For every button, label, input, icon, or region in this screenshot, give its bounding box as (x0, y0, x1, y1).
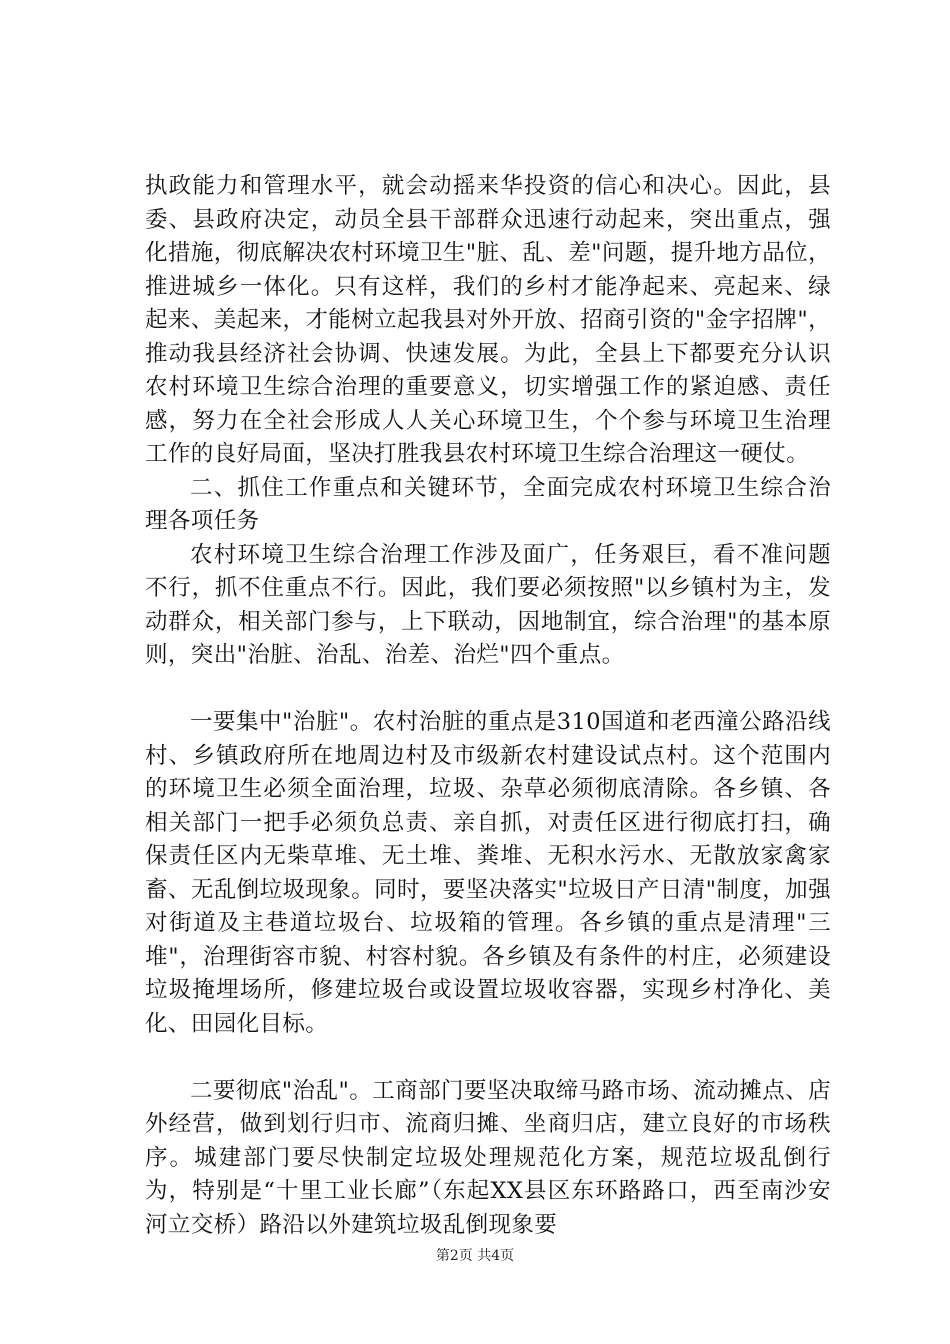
paragraph-2-section-heading: 二、抓住工作重点和关键环节，全面完成农村环境卫生综合治理各项任务 (145, 474, 831, 534)
body-text (145, 170, 831, 1242)
paragraph-3: 农村环境卫生综合治理工作涉及面广，任务艰巨，看不准问题不行，抓不住重点不行。因此，我们要必须按照"以乡镇村为主，发动群众，相关部门参与，上下联动，因地制宜，综合治理"的基本原则，突出"治脏、治乱、治差、治烂"四个重点。 (145, 541, 831, 668)
paragraph-5: 二要彻底"治乱"。工商部门要坚决取缔马路市场、流动摊点、店外经营，做到划行归市、流商归摊、坐商归店，建立良好的市场秩序。城建部门要尽快制定垃圾处理规范化方案，规范垃圾乱倒行为，特别是“十里工业长廊”（东起XX县区东环路路口，西至南沙安河立交桥）路沿以外建筑垃圾乱倒现象要 (145, 1077, 831, 1238)
page-number-footer: 第2页 共4页 (435, 1248, 515, 1264)
paragraph-1: 执政能力和管理水平，就会动摇来华投资的信心和决心。因此，县委、县政府决定，动员全县干部群众迅速行动起来，突出重点，强化措施，彻底解决农村环境卫生"脏、乱、差"问题，提升地方品位，推进城乡一体化。只有这样，我们的乡村才能净起来、亮起来、绿起来、美起来，才能树立起我县对外开放、招商引资的"金字招牌"，推动我县经济社会协调、快速发展。为此，全县上下都要充分认识农村环境卫生综合治理的重要意义，切实增强工作的紧迫感、责任感，努力在全社会形成人人关心环境卫生，个个参与环境卫生治理工作的良好局面，坚决打胜我县农村环境卫生综合治理这一硬仗。 (145, 173, 831, 467)
paragraph-4: 一要集中"治脏"。农村治脏的重点是310国道和老西潼公路沿线村、乡镇政府所在地周边村及市级新农村建设试点村。这个范围内的环境卫生必须全面治理，垃圾、杂草必须彻底清除。各乡镇、各相关部门一把手必须负总责、亲自抓，对责任区进行彻底打扫，确保责任区内无柴草堆、无土堆、粪堆、无积水污水、无散放家禽家畜、无乱倒垃圾现象。同时，要坚决落实"垃圾日产日清"制度，加强对街道及主巷道垃圾台、垃圾箱的管理。各乡镇的重点是清理"三堆"，治理街容市貌、村容村貌。各乡镇及有条件的村庄，必须建设垃圾掩埋场所，修建垃圾台或设置垃圾收容器，实现乡村净化、美化、田园化目标。 (145, 709, 831, 1037)
paragraph-gap (145, 1041, 831, 1075)
paragraph-gap (145, 673, 831, 707)
